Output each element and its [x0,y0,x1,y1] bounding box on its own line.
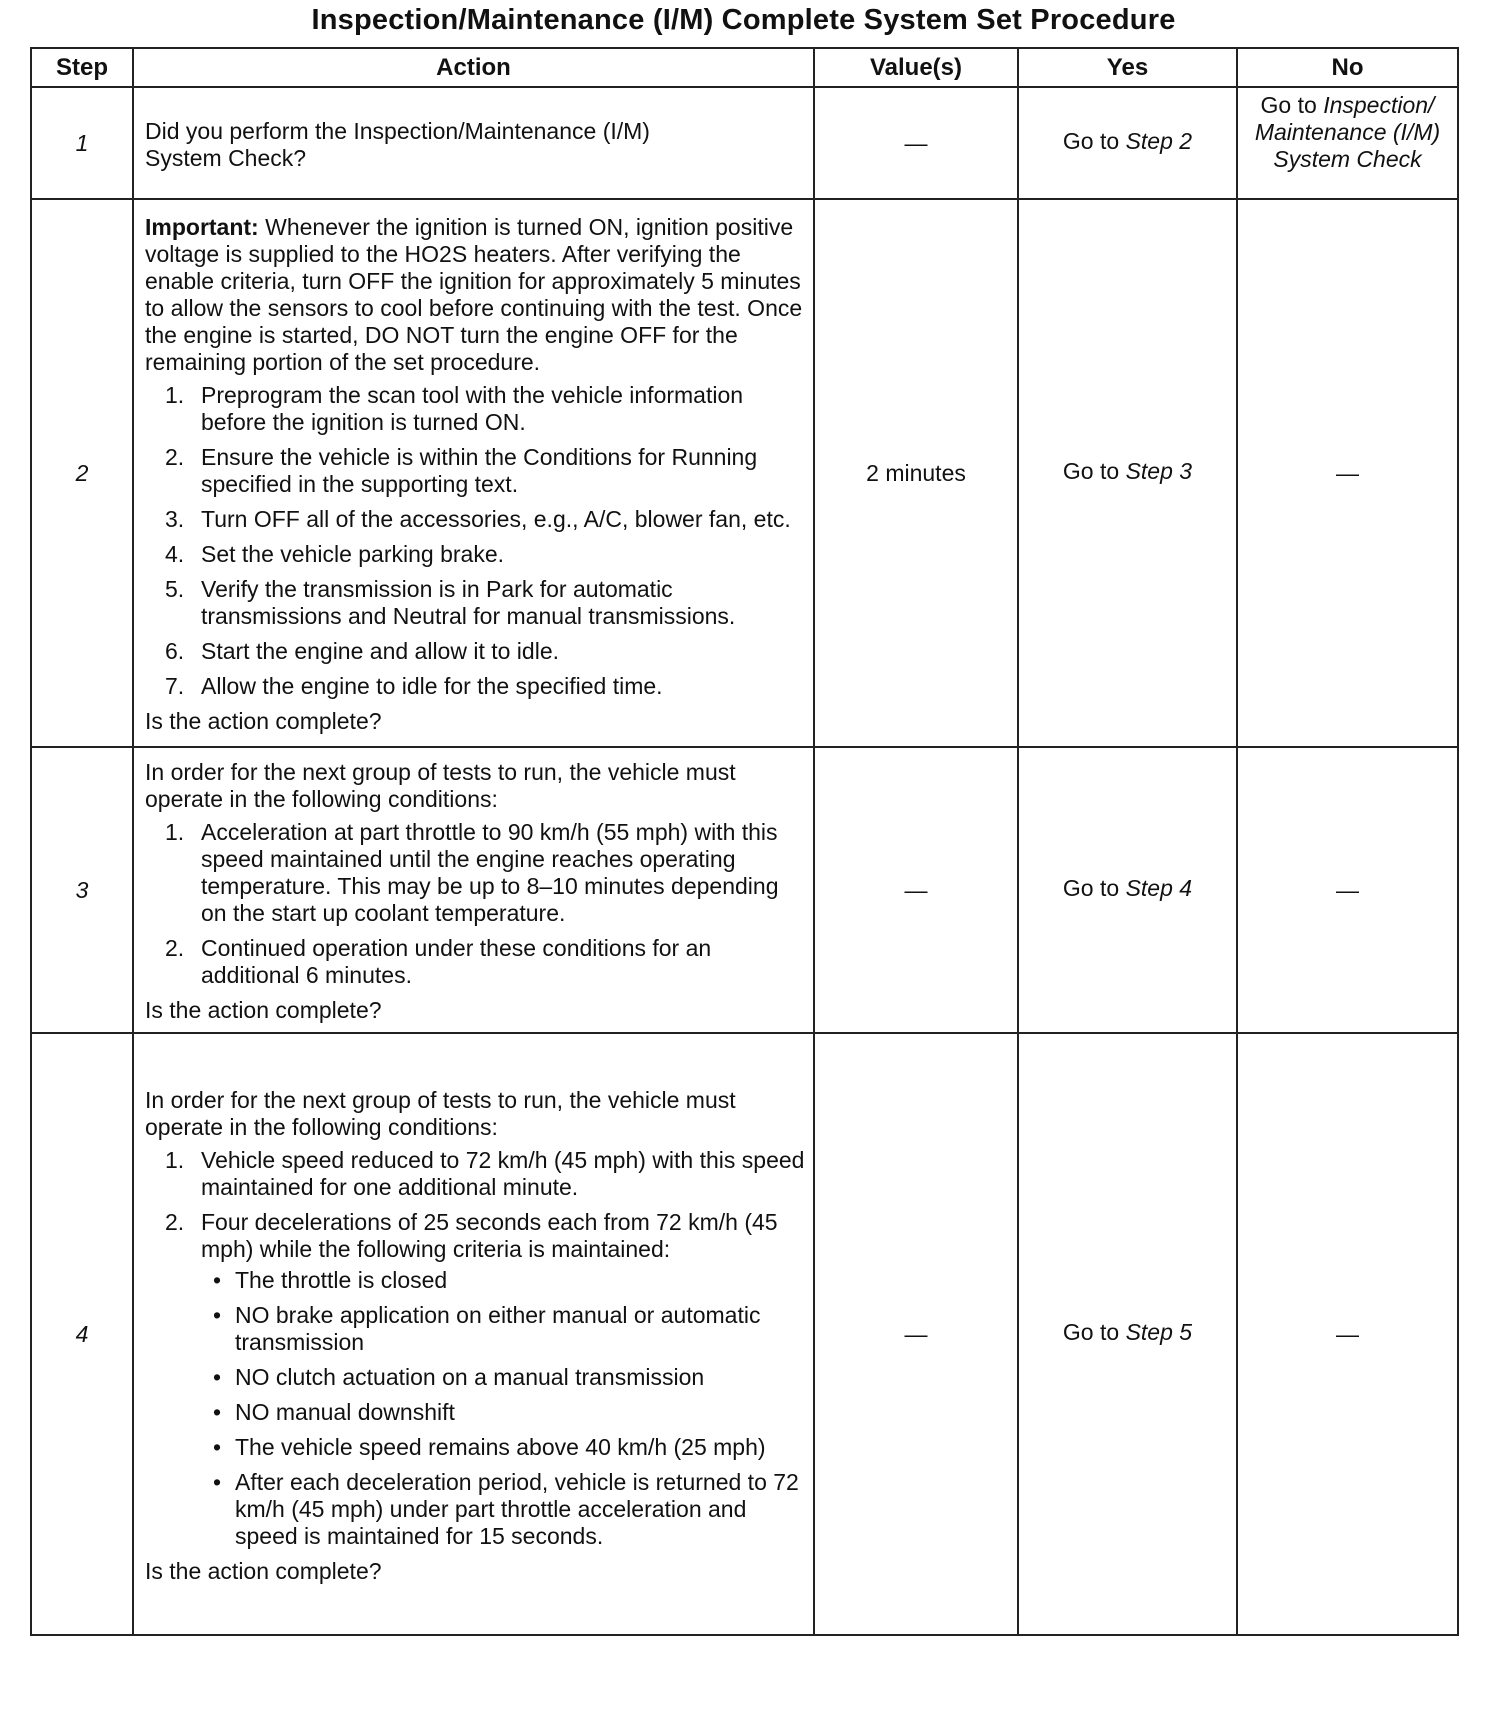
list-item: 7. Allow the engine to idle for the specified time. [165,673,663,699]
numbered-list [145,382,805,700]
yes-step-link[interactable]: Step 4 [1125,875,1193,901]
yes-cell [1018,199,1237,747]
no-cell: — [1237,199,1458,747]
list-item: 2. Four decelerations of 25 seconds each from 72 km/h (45 mph) while the following criteria is maintained: • The throttle is closed • NO brake application on either manual or automatic transmission • NO clutch actuation on a manual transmission • NO manual downshift • The vehicle speed remains above 40 km/h (25 mph) • After each deceleration period, vehicle is returned to 72 km/h (45 mph) under part throttle acceleration and speed is maintained for 15 seconds. [145,1209,805,1550]
table-row [31,747,1458,1033]
yes-cell [1018,1033,1237,1635]
list-item: 3. Turn OFF all of the accessories, e.g., A/C, blower fan, etc. [165,506,791,532]
table-row [31,1033,1458,1635]
action-cell [133,1033,814,1635]
header-yes: Yes [1018,48,1237,87]
no-prefix: Go to [1260,92,1324,118]
important-text: Whenever the ignition is turned ON, ignition positive voltage is supplied to the HO2S heaters. After verifying the enable criteria, turn OFF the ignition for approximately 5 minutes to allow the sensors to cool before continuing with the test. Once the engine is started, DO NOT turn the engine OFF for the remaining portion of the set procedure. [145,214,803,375]
list-item: 1. Preprogram the scan tool with the vehicle information before the ignition is turned ON. [165,382,744,435]
yes-step-link[interactable]: Step 3 [1125,458,1193,484]
action-cell [133,747,814,1033]
action-cell [133,87,814,199]
bullet-item: • NO brake application on either manual or automatic transmission [201,1302,805,1356]
header-row [31,48,1458,87]
step-number: 4 [31,1033,133,1635]
list-item: 2. Ensure the vehicle is within the Conditions for Running specified in the supporting text. [165,444,758,497]
completion-question: Is the action complete? [145,708,382,734]
value-cell: 2 minutes [814,199,1018,747]
procedure-table [30,47,1459,1636]
bullet-item: • After each deceleration period, vehicle is returned to 72 km/h (45 mph) under part throttle acceleration and speed is maintained for 15 seconds. [201,1469,805,1550]
list-item: 4. Set the vehicle parking brake. [165,541,505,567]
step-number: 2 [31,199,133,747]
list-item: 5. Verify the transmission is in Park for automatic transmissions and Neutral for manual transmissions. [165,576,736,629]
yes-step-link[interactable]: Step 5 [1125,1319,1193,1345]
page-title: Inspection/Maintenance (I/M) Complete System Set Procedure [311,4,1176,36]
yes-cell [1018,87,1237,199]
bullet-item: • NO manual downshift [201,1399,805,1426]
important-label: Important: [145,214,259,240]
yes-step-link[interactable]: Step 2 [1125,128,1193,154]
yes-prefix: Go to [1062,1319,1126,1345]
completion-question: Is the action complete? [145,997,382,1023]
step-number: 1 [31,87,133,199]
action-intro: In order for the next group of tests to run, the vehicle must operate in the following conditions: [145,759,736,812]
value-cell: — [814,1033,1018,1635]
yes-prefix: Go to [1062,128,1126,154]
list-item: 1. Acceleration at part throttle to 90 km/h (55 mph) with this speed maintained until the engine reaches operating temperature. This may be up to 8–10 minutes depending on the start up coolant temperature. [165,819,779,926]
value-cell: — [814,747,1018,1033]
header-values: Value(s) [814,48,1018,87]
table-row [31,87,1458,199]
bullet-list [201,1267,805,1550]
list-item: 1. Vehicle speed reduced to 72 km/h (45 mph) with this speed maintained for one additional minute. [165,1146,805,1200]
bullet-item: • The throttle is closed [201,1267,805,1294]
header-step: Step [31,48,133,87]
important-note [145,214,805,376]
bullet-item: • NO clutch actuation on a manual transmission [201,1364,805,1391]
list-item: 6. Start the engine and allow it to idle. [165,638,560,664]
header-no: No [1237,48,1458,87]
no-reference-link[interactable]: Inspection/ Maintenance (I/M) System Check [1254,92,1441,172]
yes-prefix: Go to [1062,458,1126,484]
completion-question: Is the action complete? [145,1557,382,1584]
no-cell [1237,87,1458,199]
action-text: Did you perform the Inspection/Maintenance (I/M) System Check? [145,117,650,171]
no-cell: — [1237,747,1458,1033]
list-item: 2. Continued operation under these conditions for an additional 6 minutes. [165,935,712,988]
bullet-item: • The vehicle speed remains above 40 km/h (25 mph) [201,1434,805,1461]
action-cell [133,199,814,747]
numbered-list [145,819,805,989]
value-cell: — [814,87,1018,199]
yes-cell [1018,747,1237,1033]
no-cell: — [1237,1033,1458,1635]
header-action: Action [133,48,814,87]
step-number: 3 [31,747,133,1033]
table-row [31,199,1458,747]
yes-prefix: Go to [1062,875,1126,901]
action-intro: In order for the next group of tests to run, the vehicle must operate in the following conditions: [145,1086,736,1140]
numbered-list [145,1147,805,1550]
